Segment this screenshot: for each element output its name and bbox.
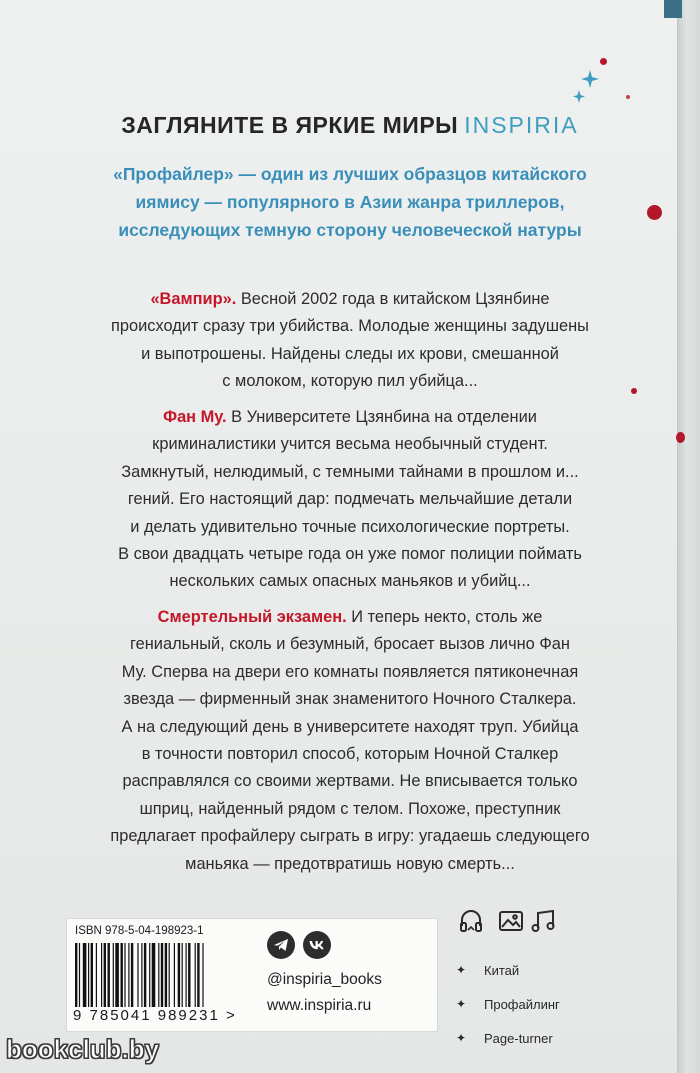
social-icons — [267, 931, 339, 959]
star-bullet-icon: ✦ — [456, 1031, 467, 1045]
brand-name: INSPIRIA — [464, 112, 579, 138]
isbn-panel — [66, 918, 438, 1032]
lead-line: исследующих темную сторону человеческой натуры — [118, 220, 582, 240]
social-handle[interactable]: @inspiria_books — [267, 971, 382, 988]
isbn-number: ISBN 978-5-04-198923-1 — [75, 925, 204, 937]
media-format-icons — [458, 906, 588, 936]
section-line: Му. Сперва на двери его комнаты появляется пятиконечная — [121, 662, 579, 681]
section-line: гениальный, сколь и безумный, бросает вызов лично Фан — [130, 635, 570, 654]
section-line: Фан Му. В Университете Цзянбина на отделении — [163, 408, 537, 426]
section-line: в точности повторил способ, которым Ночной Сталкер — [141, 745, 559, 764]
sparkle-icon — [570, 68, 600, 108]
headline-text: ЗАГЛЯНИТЕ В ЯРКИЕ МИРЫ — [121, 112, 459, 138]
lead-line: «Профайлер» — один из лучших образцов китайского — [113, 164, 587, 184]
telegram-icon[interactable] — [267, 931, 295, 959]
section-deadly-exam — [18, 604, 682, 878]
section-line: нескольких самых опасных маньяков и убийц... — [169, 572, 531, 591]
section-line: и делать удивительно точные психологические портреты. — [130, 517, 570, 536]
section-key: Смертельный экзамен. — [157, 608, 347, 626]
section-line: и выпотрошены. Найдены следы их крови, смешанной — [141, 344, 559, 363]
website-link[interactable]: www.inspiria.ru — [267, 997, 372, 1014]
section-line: Смертельный экзамен. И теперь некто, столь же — [157, 608, 543, 626]
audiobook-icon — [461, 911, 481, 931]
section-line: криминалистики учится весьма необычный студент. — [152, 435, 548, 454]
blood-spot — [626, 95, 630, 99]
section-line: предлагает профайлеру сыграть в игру: угадаешь следующего — [110, 827, 590, 846]
watermark: bookclub.by — [6, 1034, 160, 1064]
star-bullet-icon: ✦ — [456, 997, 467, 1011]
section-line: маньяка — предотвратишь новую смерть... — [185, 854, 515, 873]
star-bullet-icon: ✦ — [456, 963, 467, 977]
section-line: звезда — фирменный знак знаменитого Ночного Сталкера. — [123, 690, 577, 709]
lead-text — [20, 160, 680, 244]
section-line: с молоком, которую пил убийца... — [222, 372, 478, 391]
headline — [0, 112, 700, 139]
section-line: В свои двадцать четыре года он уже помог полиции поймать — [118, 545, 582, 564]
section-line: расправлялся со своими жертвами. Не вписывается только — [122, 772, 578, 791]
ebook-icon — [500, 912, 522, 930]
barcode — [75, 943, 249, 1007]
genre-tags — [456, 953, 560, 1055]
section-key: «Вампир». — [150, 290, 237, 308]
section-line: шприц, найденный рядом с телом. Похоже, преступник — [139, 799, 561, 818]
genre-tag: ✦ Профайлинг — [456, 996, 560, 1012]
section-line: происходит сразу три убийства. Молодые женщины задушены — [111, 317, 589, 336]
music-note-icon — [533, 911, 554, 931]
section-line: гений. Его настоящий дар: подмечать мельчайшие детали — [127, 490, 573, 509]
spine-color-edge — [664, 0, 682, 18]
lead-line: иямису — популярного в Азии жанра триллеров, — [135, 192, 565, 212]
genre-tag: ✦ Page-turner — [456, 1030, 553, 1046]
section-line: Замкнутый, нелюдимый, с темными тайнами в прошлом и... — [121, 462, 579, 481]
barcode-number: 9 785041 989231 > — [73, 1007, 237, 1024]
section-line: А на следующий день в университете находят труп. Убийца — [121, 717, 579, 736]
section-key: Фан Му. — [163, 408, 227, 426]
vk-icon[interactable] — [303, 931, 331, 959]
section-fan-mu — [18, 404, 682, 596]
blood-spot — [600, 58, 607, 65]
genre-tag: ✦ Китай — [456, 962, 520, 978]
section-line: «Вампир». Весной 2002 года в китайском Цзянбине — [150, 290, 550, 308]
section-vampire — [18, 286, 682, 396]
